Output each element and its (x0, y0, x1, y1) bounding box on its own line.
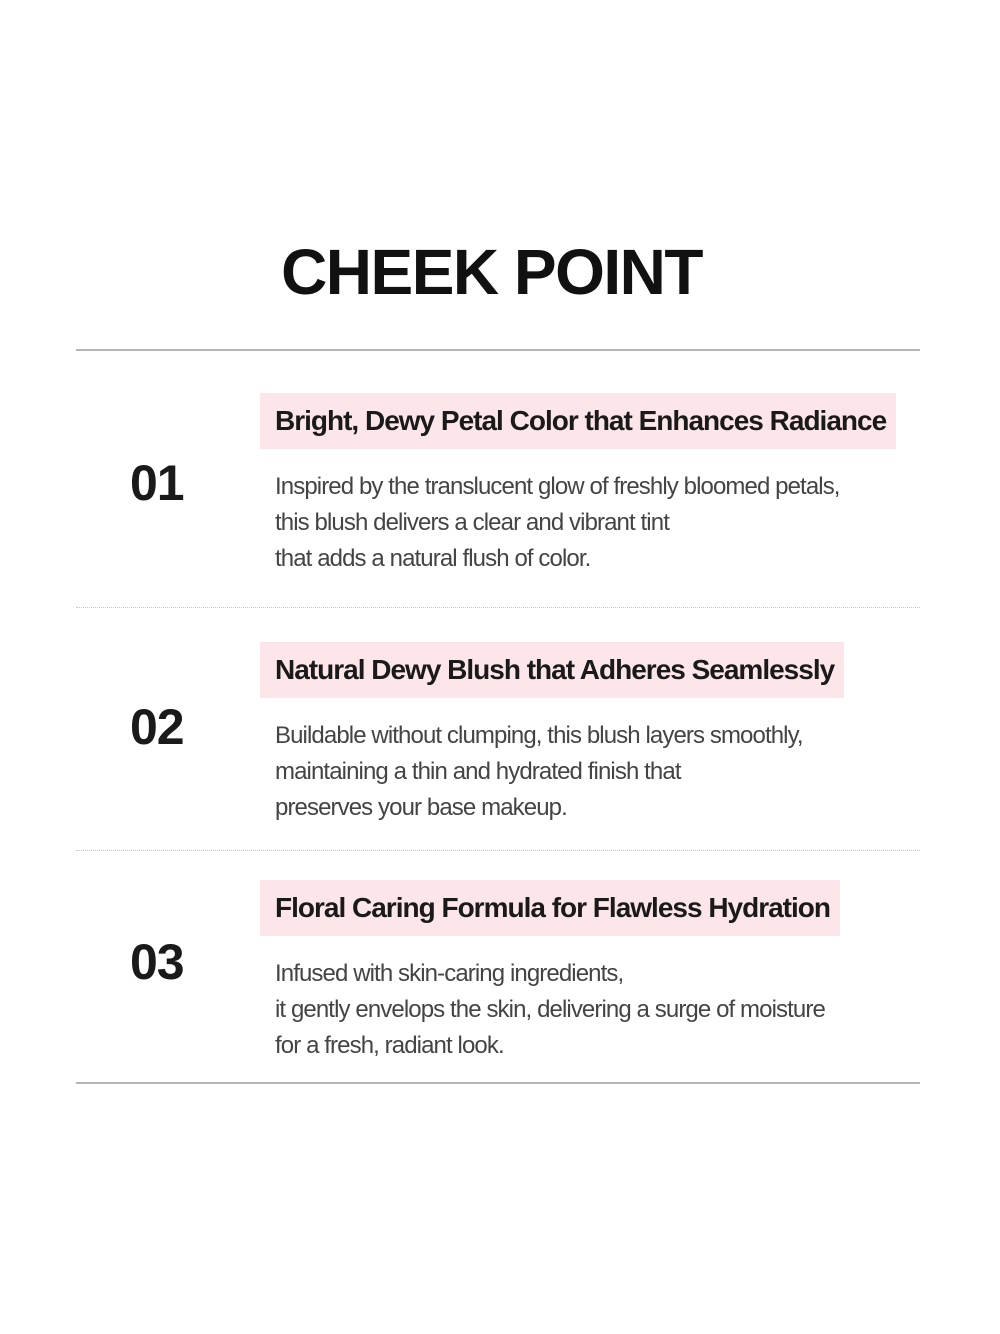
point-heading: Natural Dewy Blush that Adheres Seamlessly (260, 642, 844, 698)
description-line: this blush delivers a clear and vibrant tint (275, 509, 669, 536)
point-number: 03 (130, 934, 184, 990)
cheek-point-03 (76, 880, 920, 1080)
description-line: maintaining a thin and hydrated finish that (275, 758, 681, 785)
point-description (275, 718, 915, 826)
description-line: it gently envelops the skin, delivering a surge of moisture (275, 996, 825, 1023)
description-line: Inspired by the translucent glow of freshly bloomed petals, (275, 473, 840, 500)
description-line: that adds a natural flush of color. (275, 545, 591, 572)
cheek-point-01 (76, 393, 920, 593)
top-divider (76, 349, 920, 351)
point-number: 02 (130, 699, 184, 755)
description-line: Infused with skin-caring ingredients, (275, 960, 624, 987)
cheek-point-02 (76, 642, 920, 842)
point-heading: Floral Caring Formula for Flawless Hydration (260, 880, 840, 936)
description-line: for a fresh, radiant look. (275, 1032, 504, 1059)
section-divider (76, 607, 920, 608)
page-title: CHEEK POINT (281, 236, 702, 308)
section-divider (76, 850, 920, 851)
description-line: Buildable without clumping, this blush layers smoothly, (275, 722, 803, 749)
description-line: preserves your base makeup. (275, 794, 567, 821)
point-heading: Bright, Dewy Petal Color that Enhances Radiance (260, 393, 896, 449)
point-number: 01 (130, 455, 184, 511)
point-description (275, 956, 915, 1064)
point-description (275, 469, 915, 577)
bottom-divider (76, 1082, 920, 1084)
